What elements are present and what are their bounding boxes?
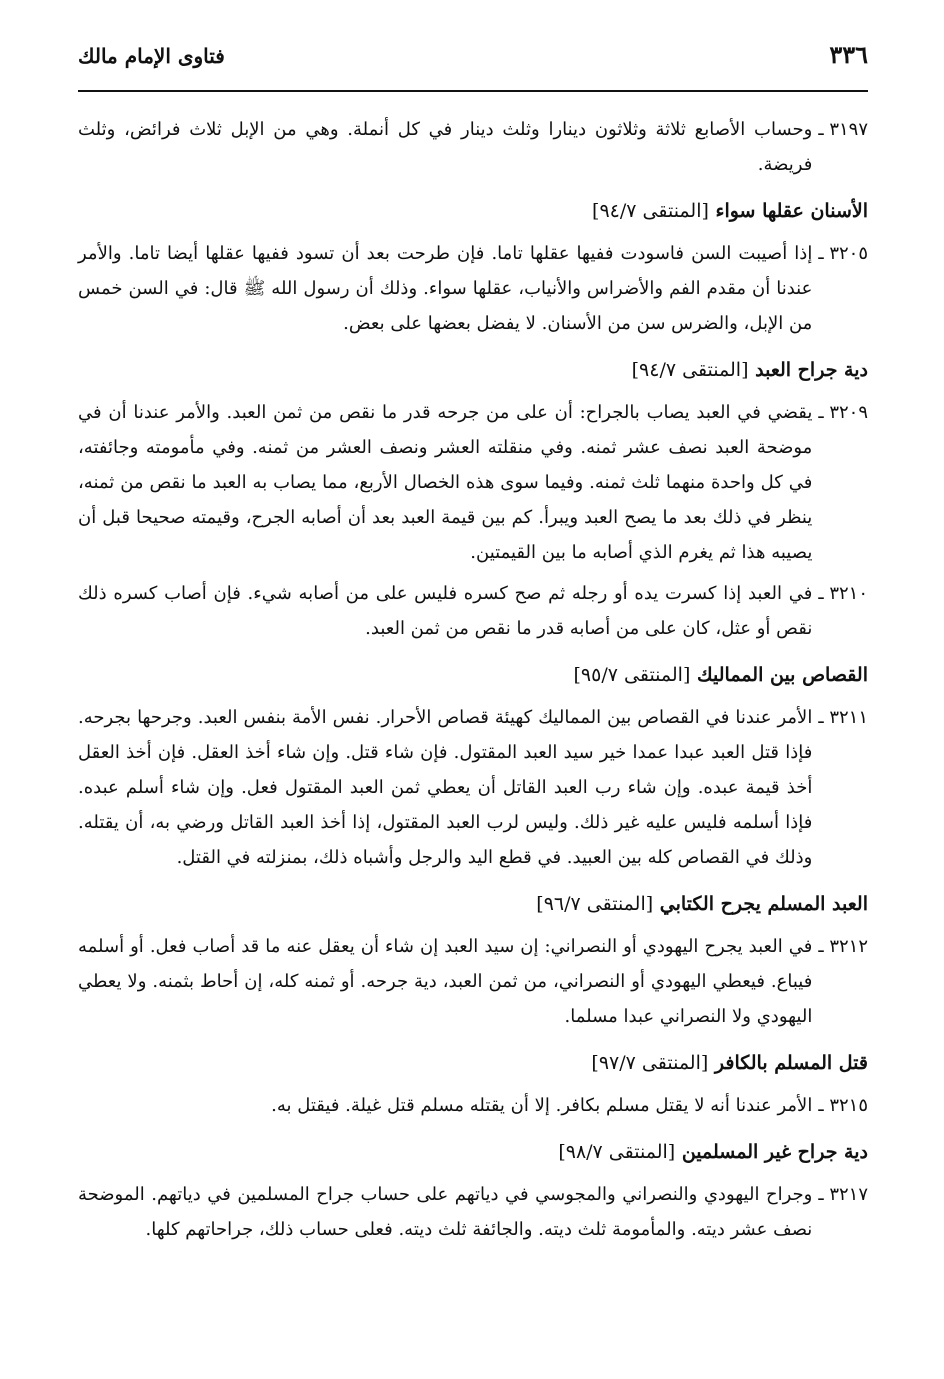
entry-text: وجراح اليهودي والنصراني والمجوسي في دياتهم على حساب جراح المسلمين في دياتهم. الموضحة نصف عشر ديته. والمأمومة ثلث ديته. والجائفة ثلث ديته. فعلى حساب ذلك، جراحاتهم كلها. <box>78 1184 813 1240</box>
section <box>78 353 868 646</box>
section <box>78 1135 868 1247</box>
section-title: دية جراح غير المسلمين <box>681 1141 868 1163</box>
source-reference: [المنتقى ٩٥/٧] <box>573 664 691 686</box>
section <box>78 887 868 1034</box>
entry-number: ٣٢١٠ ـ <box>818 583 868 604</box>
fatwa-entry <box>78 395 868 570</box>
fatwa-entry <box>78 576 868 646</box>
entry-number: ٣٢١١ ـ <box>818 707 868 728</box>
section-title: الأسنان عقلها سواء <box>715 200 868 222</box>
section-title: القصاص بين المماليك <box>697 664 868 686</box>
fatwa-entry <box>78 236 868 341</box>
entry-number: ٣٢١٧ ـ <box>818 1184 868 1205</box>
fatwa-entry <box>78 700 868 875</box>
source-reference: [المنتقى ٩٤/٧] <box>592 200 709 222</box>
page-number: ٣٣٦ <box>829 40 868 69</box>
fatwa-entry <box>78 929 868 1034</box>
entry-number: ٣٢١٥ ـ <box>818 1095 868 1116</box>
section-title: قتل المسلم بالكافر <box>714 1052 868 1074</box>
running-header <box>78 40 868 92</box>
entry-text: في العبد يجرح اليهودي أو النصراني: إن سيد العبد إن شاء أن يعقل عنه ما قد أصاب فعل. أو أسلمه فيباع. فيعطي اليهودي أو النصراني، من ثمن العبد، دية جرحه. أو ثمنه كله، إن أحاط بثمنه. ولا يعطي اليهودي ولا النصراني عبدا مسلما. <box>78 936 813 1027</box>
section-title: دية جراح العبد <box>755 359 868 381</box>
entry-number: ٣٢٠٩ ـ <box>818 402 868 423</box>
fatwa-entry <box>78 1088 868 1123</box>
source-reference: [المنتقى ٩٧/٧] <box>591 1052 709 1074</box>
document-page <box>78 40 868 1253</box>
section <box>78 194 868 341</box>
section <box>78 1046 868 1123</box>
section <box>78 658 868 875</box>
section-heading <box>78 658 868 692</box>
source-reference: [المنتقى ٩٨/٧] <box>558 1141 676 1163</box>
entry-text: وحساب الأصابع ثلاثة وثلاثون دينارا وثلث دينار في كل أنملة. وهي من الإبل ثلاث فرائض، وثلث فريضة. <box>78 119 813 175</box>
source-reference: [المنتقى ٩٦/٧] <box>536 893 654 915</box>
source-reference: [المنتقى ٩٤/٧] <box>631 359 749 381</box>
entry-text: الأمر عندنا أنه لا يقتل مسلم بكافر. إلا أن يقتله مسلم قتل غيلة. فيقتل به. <box>271 1095 813 1116</box>
book-title: فتاوى الإمام مالك <box>78 44 225 68</box>
entry-number: ٣٢٠٥ ـ <box>818 243 868 264</box>
entry-text: الأمر عندنا في القصاص بين المماليك كهيئة قصاص الأحرار. نفس الأمة بنفس العبد. وجرحها بجرحه. فإذا قتل العبد عبدا عمدا خير سيد العبد المقتول. فإن شاء قتل. وإن شاء أخذ العقل. فإن أخذ العقل أخذ قيمة عبده. وإن شاء رب العبد القاتل أن يعطي ثمن العبد المقتول فعل. وإن شاء أسلم عبده. فإذا أسلمه فليس عليه غير ذلك. وليس لرب العبد المقتول، إذا أخذ العبد القاتل ورضي به، أن يقتله. وذلك في القصاص كله بين العبيد. في قطع اليد والرجل وأشباه ذلك، بمنزلته في القتل. <box>78 707 813 868</box>
section-title: العبد المسلم يجرح الكتابي <box>659 893 868 915</box>
section-heading <box>78 1135 868 1169</box>
section-heading <box>78 353 868 387</box>
section-heading <box>78 887 868 921</box>
entry-text: إذا أصيبت السن فاسودت ففيها عقلها تاما. فإن طرحت بعد أن تسود ففيها عقلها أيضا تاما. والأمر عندنا أن مقدم الفم والأضراس والأنياب، عقلها سواء. وذلك أن رسول الله ﷺ قال: في السن خمس من الإبل، والضرس سن من الأسنان. لا يفضل بعضها على بعض. <box>78 243 813 334</box>
section <box>78 112 868 182</box>
fatwa-entry <box>78 1177 868 1247</box>
entry-text: يقضي في العبد يصاب بالجراح: أن على من جرحه قدر ما نقص من ثمن العبد. والأمر عندنا أن في موضحة العبد نصف عشر ثمنه. وفي منقلته العشر ونصف العشر من ثمنه. وفي مأمومته وجائفته، في كل واحدة منهما ثلث ثمنه. وفيما سوى هذه الخصال الأربع، مما يصاب به العبد ما نقص من ثمنه، ينظر في ذلك بعد ما يصح العبد ويبرأ. كم بين قيمة العبد بعد أن أصابه الجرح، وقيمته صحيحا قبل أن يصيبه هذا ثم يغرم الذي أصابه ما بين القيمتين. <box>78 402 813 563</box>
entry-text: في العبد إذا كسرت يده أو رجله ثم صح كسره فليس على من أصابه شيء. فإن أصاب كسره ذلك نقص أو عثل، كان على من أصابه قدر ما نقص من ثمن العبد. <box>78 583 813 639</box>
section-heading <box>78 194 868 228</box>
entry-number: ٣٢١٢ ـ <box>818 936 868 957</box>
section-heading <box>78 1046 868 1080</box>
fatwa-entry <box>78 112 868 182</box>
entry-number: ٣١٩٧ ـ <box>818 119 868 140</box>
page-content <box>78 112 868 1247</box>
